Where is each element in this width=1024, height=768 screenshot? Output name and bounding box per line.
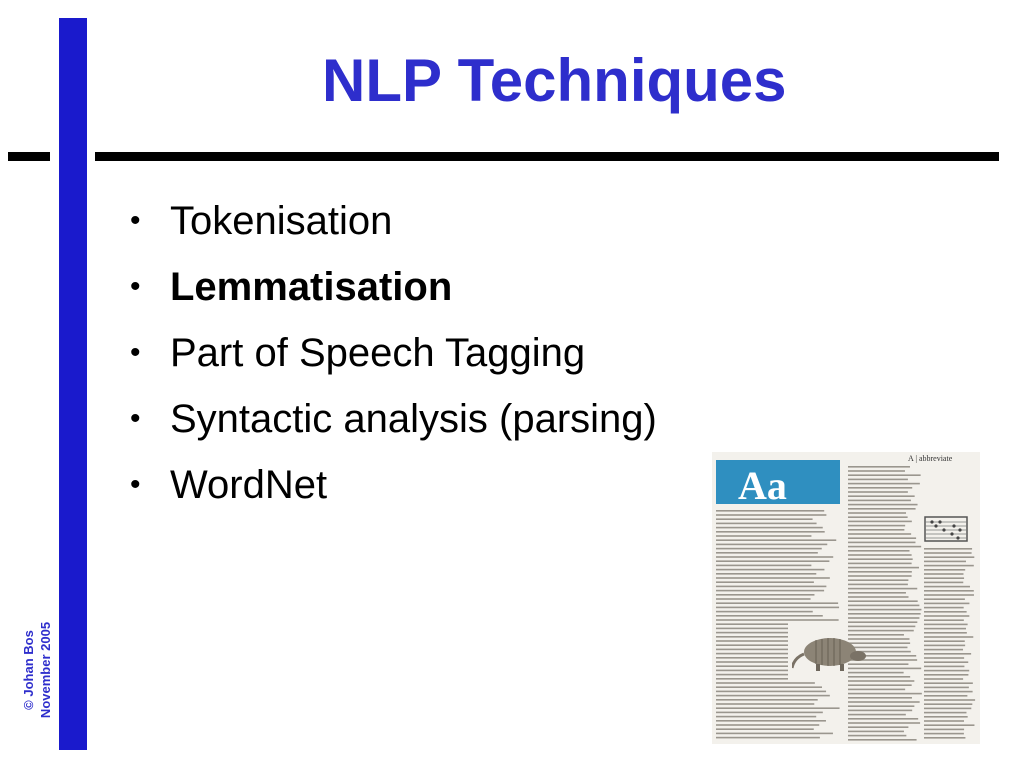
side-accent-bar — [59, 18, 87, 750]
bullet-dot: • — [130, 204, 141, 237]
bullet-dot: • — [130, 468, 141, 501]
bullet-item — [130, 260, 657, 326]
dictionary-heading-letters: Aa — [738, 463, 787, 508]
slide-title: NLP Techniques — [322, 47, 787, 114]
bullet-text: Lemmatisation — [170, 265, 453, 309]
copyright-author: © Johan Bos — [21, 630, 36, 710]
dictionary-letter-heading — [716, 460, 840, 508]
armadillo-illustration — [792, 628, 872, 672]
bullet-item — [130, 392, 657, 458]
bullet-list — [130, 194, 657, 524]
dictionary-page-header: A | abbreviate — [908, 454, 953, 463]
bullet-item — [130, 458, 657, 524]
title-rule-left — [8, 152, 50, 161]
bullet-dot: • — [130, 402, 141, 435]
bullet-text: Tokenisation — [170, 199, 393, 243]
bullet-item — [130, 194, 657, 260]
bullet-dot: • — [130, 270, 141, 303]
bullet-text: Part of Speech Tagging — [170, 331, 586, 375]
bullet-dot: • — [130, 336, 141, 369]
title-rule-right — [95, 152, 999, 161]
bullet-text: WordNet — [170, 463, 328, 507]
abacus-illustration — [924, 516, 968, 542]
copyright-notice — [20, 605, 60, 735]
copyright-date: November 2005 — [38, 621, 53, 719]
dictionary-page-image — [712, 452, 980, 744]
bullet-text: Syntactic analysis (parsing) — [170, 397, 657, 441]
bullet-item — [130, 326, 657, 392]
